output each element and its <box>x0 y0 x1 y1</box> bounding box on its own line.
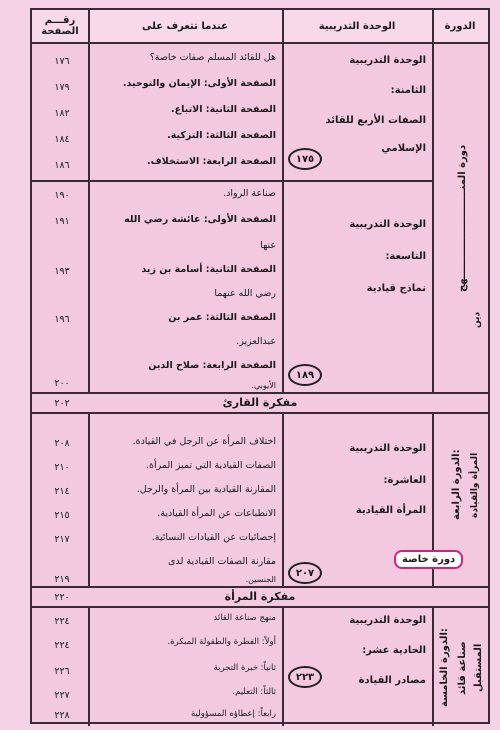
unit-11-page-badge: ٢٢٣ <box>288 666 322 688</box>
header-page: رقـــم الصفحة <box>41 15 79 37</box>
row-divider <box>32 180 432 182</box>
unit-9-subtitle: نماذج قيادية <box>366 283 426 294</box>
col-divider <box>282 606 284 726</box>
unit-10-number: العاشرة: <box>383 475 426 486</box>
list-item: الصفحة الثالثة: عمر بن <box>168 312 276 323</box>
page-number: ١٨٤ <box>54 134 70 145</box>
list-item: مقارنة الصفات القيادية لدى <box>168 556 276 567</box>
page-number: ١٩٦ <box>54 314 70 325</box>
unit-8-subtitle: الصفات الأربع للقائد <box>325 115 426 126</box>
page-number: ١٨٢ <box>54 108 70 119</box>
course-3-label-end: دين <box>472 311 482 329</box>
col-divider <box>432 10 434 392</box>
list-item: هل للقائد المسلم صفات خاصة؟ <box>149 52 276 63</box>
course-4-label: الدورة الرابعة: <box>451 449 462 521</box>
list-item: رضي الله عنهما <box>214 288 276 299</box>
page-number: ٢٢٨ <box>54 710 70 721</box>
unit-11-title: الوحدة التدريبية <box>349 615 426 626</box>
unit-11-subtitle: مصادر القيادة <box>358 675 426 686</box>
col-divider <box>282 412 284 586</box>
course-4-subtitle: المرأة والقيادة <box>470 452 480 518</box>
list-item: الصفات القيادية التي تميز المرأة. <box>145 460 276 471</box>
unit-8-subtitle-2: الإسلامي <box>381 143 426 154</box>
page-number: ٢١٧ <box>54 534 70 545</box>
row-divider <box>32 412 488 414</box>
page-number: ٢٠٨ <box>54 438 70 449</box>
list-item: الصفحة الثانية: أسامة بن زيد <box>141 264 276 275</box>
course-5-subtitle-2: المستقبل <box>473 643 484 693</box>
list-item: الصفحة الأولى: الإيمان والتوحيد. <box>122 78 276 89</box>
page-number: ١٧٦ <box>54 56 70 67</box>
course-5-subtitle: صناعة قائد <box>457 641 468 695</box>
unit-10-page-badge: ٢٠٧ <box>288 562 322 584</box>
womens-notes-row: مفكرة المرأة <box>224 590 296 603</box>
list-item: ثالثاً: التعليم. <box>232 687 276 697</box>
page-number: ٢١٩ <box>54 574 70 585</box>
unit-9-page-badge: ١٨٩ <box>288 364 322 386</box>
list-item: ثانياً: خبرة التجربة <box>213 663 276 673</box>
list-item: إحصائيات عن القيادات النسائية. <box>151 532 276 543</box>
unit-8-page-badge: ١٧٥ <box>288 148 322 170</box>
unit-9-title: الوحدة التدريبية <box>349 219 426 230</box>
course-5-label: الدورة الخامسة: <box>439 628 450 708</box>
page-number: ٢٠٢ <box>54 398 70 409</box>
header-unit: الوحدة التدريبية <box>318 20 396 32</box>
list-item: الصفحة الرابعة: الاستخلاف. <box>147 156 276 167</box>
list-item: المقارنة القيادية بين المرأة والرجل. <box>136 484 276 495</box>
page-number: ٢٠٠ <box>54 378 70 389</box>
page-number: ٢١٤ <box>54 486 70 497</box>
contents-table <box>30 8 490 724</box>
unit-10-subtitle: المرأة القيادية <box>355 505 426 516</box>
page-number: ٢١٥ <box>54 510 70 521</box>
readers-notes-row: مفكرة القارئ <box>222 396 298 409</box>
page-number: ١٩٣ <box>54 266 70 277</box>
unit-10-title: الوحدة التدريبية <box>349 443 426 454</box>
row-divider <box>32 586 488 588</box>
header-course: الدورة <box>444 20 476 32</box>
page-number: ١٩٠ <box>54 190 70 201</box>
page-number: ٢٢٤ <box>54 616 70 627</box>
list-item: عبدالعزيز. <box>236 336 276 347</box>
page-number: ١٩١ <box>54 216 70 227</box>
list-item: الأيوبي. <box>251 381 276 390</box>
unit-9-number: التاسعة: <box>385 251 426 262</box>
special-course-badge: دورة خاصة <box>394 550 463 569</box>
list-item: أولاً: الفطرة والطفولة المبكرة. <box>167 637 276 647</box>
col-divider <box>88 10 90 392</box>
unit-8-number: الثامنة: <box>390 85 426 96</box>
list-item: الصفحة الرابعة: صلاح الدين <box>148 360 276 371</box>
page-number: ٢٢٤ <box>54 640 70 651</box>
page-number: ٢١٠ <box>54 462 70 473</box>
list-item: صناعة الرواد. <box>223 188 276 199</box>
list-item: الصفحة الثالثة: التزكية. <box>167 130 276 141</box>
list-item: رابعاً: إعطاؤه المسؤولية <box>191 709 276 719</box>
page-number: ١٧٩ <box>54 82 70 93</box>
unit-11-number: الحادية عشر: <box>362 645 426 656</box>
page-number: ١٨٦ <box>54 160 70 171</box>
page-number: ٢٢٧ <box>54 690 70 701</box>
header-topics: عندما تتعرف على <box>142 20 228 32</box>
list-item: الجنسين. <box>245 575 276 584</box>
table-header <box>32 10 488 44</box>
list-item: الصفحة الثانية: الاتباع. <box>171 104 276 115</box>
list-item: منهج صناعة القائد <box>213 613 276 623</box>
row-divider <box>32 606 488 608</box>
col-divider <box>432 606 434 726</box>
list-item: الصفحة الأولى: عائشة رضي الله <box>124 214 276 225</box>
col-divider <box>282 10 284 392</box>
course-3-label: دورة المنــــــــــــــــــــــــــهج <box>457 144 468 292</box>
row-divider <box>32 392 488 394</box>
list-item: الانطباعات عن المرأة القيادية. <box>157 508 276 519</box>
page-number: ٢٢٦ <box>54 666 70 677</box>
page-number: ٢٢٠ <box>54 592 70 603</box>
unit-8-title: الوحدة التدريبية <box>349 55 426 66</box>
list-item: عنها <box>260 240 276 251</box>
list-item: اختلاف المرأة عن الرجل في القيادة. <box>132 436 276 447</box>
